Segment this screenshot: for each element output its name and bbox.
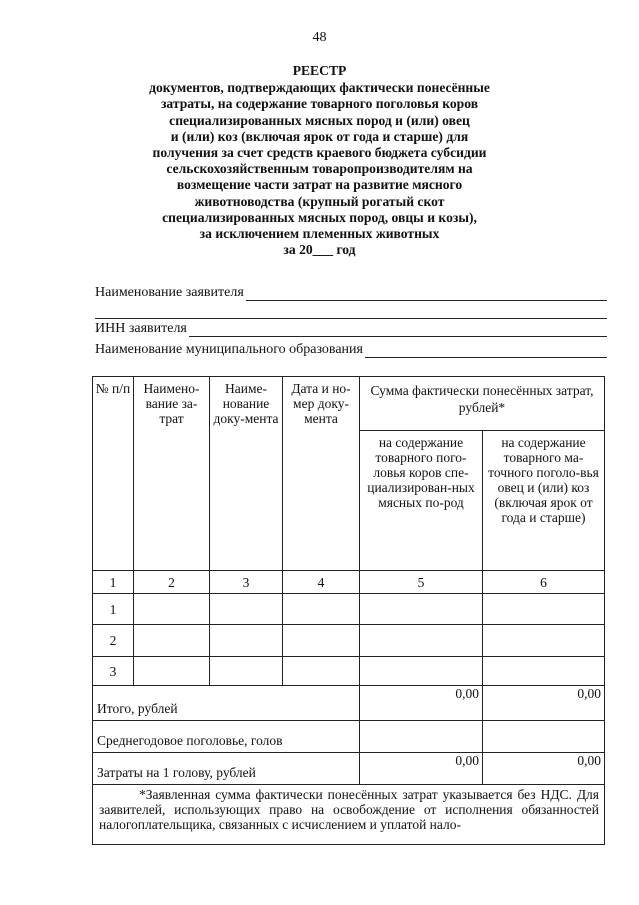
table-cell[interactable] <box>360 594 483 625</box>
average-row <box>93 721 605 753</box>
footnote: *Заявленная сумма фактически понесённых затрат указывается без НДС. Для заявителей, использующих право на освобождение от исполнения обязанностей налогоплательщика, связанных с исчислением и уплатой нало- <box>93 785 605 845</box>
average-cows-cell[interactable] <box>360 721 483 753</box>
subtitle-line: и (или) коз (включая ярок от года и старше) для <box>170 128 469 144</box>
row-number: 3 <box>93 657 134 686</box>
document-title: РЕЕСТР <box>292 63 347 78</box>
applicant-name-line[interactable] <box>246 285 607 301</box>
total-cows-value: 0,00 <box>360 686 483 721</box>
subtitle-line: документов, подтверждающих фактически понесённые <box>149 80 490 96</box>
table-cell[interactable] <box>283 657 360 686</box>
per-head-cows-value: 0,00 <box>360 753 483 785</box>
inn-line[interactable] <box>189 321 607 337</box>
applicant-name-field[interactable] <box>95 285 607 301</box>
column-number: 4 <box>283 571 360 594</box>
per-head-row <box>93 753 605 785</box>
inn-label: ИНН заявителя <box>95 321 187 336</box>
column-number: 6 <box>483 571 605 594</box>
table-cell[interactable] <box>134 657 210 686</box>
total-row <box>93 686 605 721</box>
subtitle-line: сельскохозяйственным товаропроизводителям на <box>166 161 473 177</box>
table-row <box>93 594 605 625</box>
average-livestock-label: Среднегодовое поголовье, голов <box>93 721 360 753</box>
table-cell[interactable] <box>360 657 483 686</box>
column-number: 2 <box>134 571 210 594</box>
registry-table <box>92 376 605 845</box>
table-cell[interactable] <box>134 625 210 657</box>
table-cell[interactable] <box>134 594 210 625</box>
table-cell[interactable] <box>210 594 283 625</box>
subtitle-line: специализированных мясных пород, овцы и козы), <box>162 209 477 225</box>
total-label: Итого, рублей <box>93 686 360 721</box>
header-num: № п/п <box>93 377 134 571</box>
subtitle-line: за 20___ год <box>283 242 356 258</box>
subtitle-line: за исключением племенных животных <box>199 226 440 242</box>
per-head-sheep-value: 0,00 <box>483 753 605 785</box>
table-cell[interactable] <box>483 625 605 657</box>
applicant-name-label: Наименование заявителя <box>95 285 244 300</box>
subtitle-line: получения за счет средств краевого бюджета субсидии <box>152 145 487 161</box>
total-sheep-value: 0,00 <box>483 686 605 721</box>
municipality-label: Наименование муниципального образования <box>95 342 363 357</box>
per-head-label: Затраты на 1 голову, рублей <box>93 753 360 785</box>
subtitle-line: специализированных мясных пород и (или) овец <box>169 112 470 128</box>
table-cell[interactable] <box>483 657 605 686</box>
header-sum-cows: на содержание товарного пого-ловья коров спе-циализирован-ных мясных по-род <box>360 431 483 571</box>
table-cell[interactable] <box>483 594 605 625</box>
column-number: 1 <box>93 571 134 594</box>
header-sum-sheep: на содержание товарного ма-точного поголо-вья овец и (или) коз (включая ярок от года и старше) <box>483 431 605 571</box>
subtitle-line: животноводства (крупный рогатый скот <box>194 193 445 209</box>
header-doc-name: Наиме-нование доку-мента <box>210 377 283 571</box>
municipality-line[interactable] <box>365 342 607 358</box>
subtitle-line: затраты, на содержание товарного поголовья коров <box>160 96 479 112</box>
page-number: 48 <box>312 30 327 45</box>
table-row <box>93 625 605 657</box>
column-number: 3 <box>210 571 283 594</box>
subtitle-line: возмещение части затрат на развитие мясного <box>176 177 463 193</box>
table-cell[interactable] <box>210 625 283 657</box>
table-cell[interactable] <box>360 625 483 657</box>
table-cell[interactable] <box>283 594 360 625</box>
municipality-field[interactable] <box>95 342 607 358</box>
document-title-block <box>0 63 639 258</box>
table-cell[interactable] <box>283 625 360 657</box>
header-sum-group: Сумма фактически понесённых затрат, рублей* <box>360 377 605 431</box>
inn-field[interactable] <box>95 321 607 337</box>
row-number: 1 <box>93 594 134 625</box>
header-cost-name: Наимено-вание за-трат <box>134 377 210 571</box>
column-number: 5 <box>360 571 483 594</box>
row-number: 2 <box>93 625 134 657</box>
table-cell[interactable] <box>210 657 283 686</box>
table-row <box>93 657 605 686</box>
header-doc-date: Дата и но-мер доку-мента <box>283 377 360 571</box>
average-sheep-cell[interactable] <box>483 721 605 753</box>
applicant-name-line-2[interactable] <box>95 318 607 319</box>
